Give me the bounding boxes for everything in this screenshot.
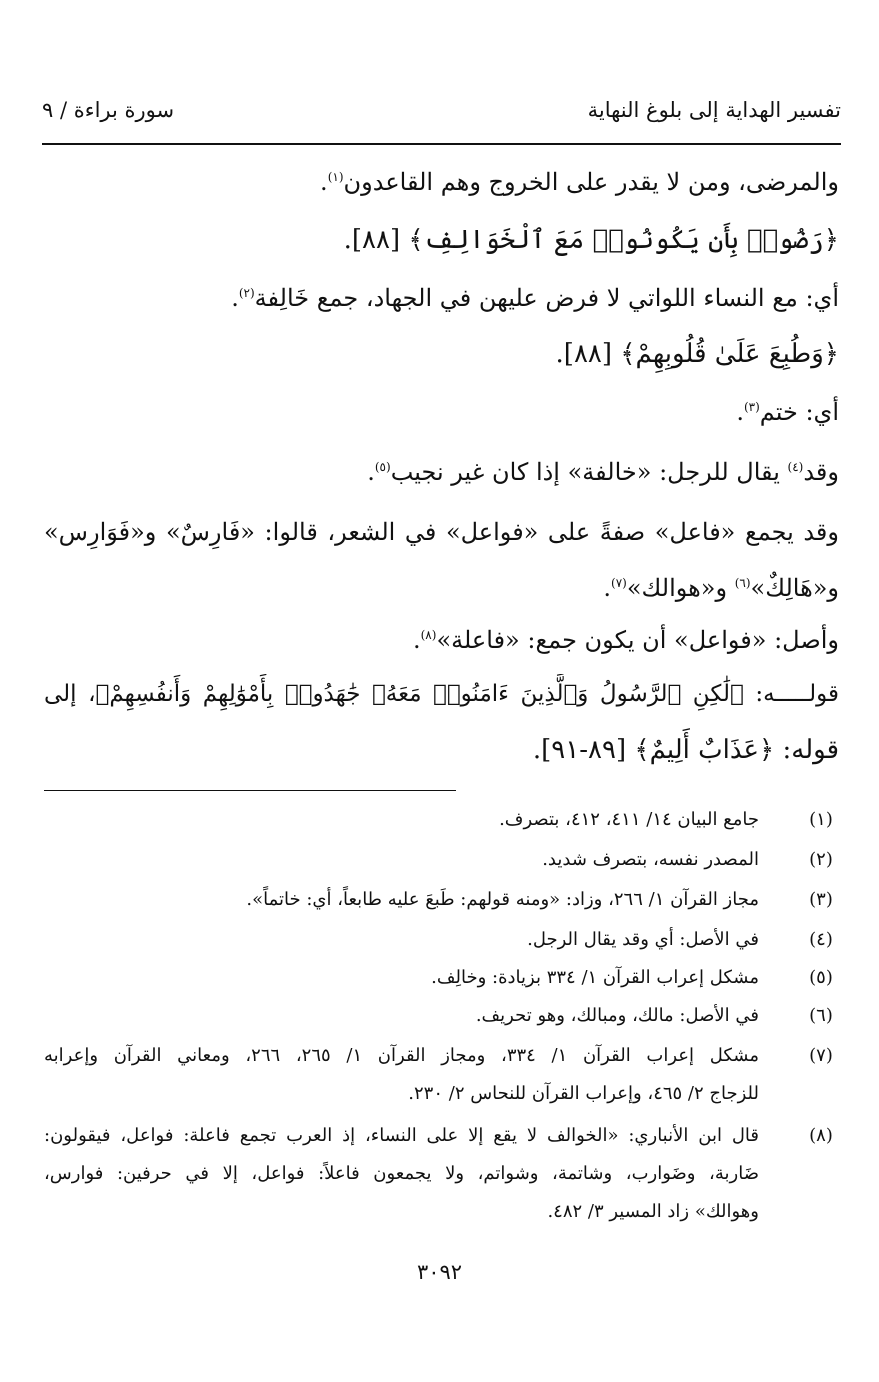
text-line [44, 162, 839, 202]
footnote-text: وهوالك» زاد المسير ٣/ ٤٨٢. [547, 1201, 759, 1222]
text-segment: . [736, 398, 744, 426]
footnote-text: ضَاربة، وضَوارب، وشاتمة، وشواتم، ولا يجمعون فاعلاً: فواعل، إلا في حرفين: فوارس، [44, 1163, 759, 1184]
text-segment: أي: ختم [759, 398, 839, 426]
footnote-ref: (٤) [787, 460, 804, 474]
text-segment: والمرضى، ومن لا يقدر على الخروج وهم القاعدون [343, 168, 839, 196]
book-title: تفسير الهداية إلى بلوغ النهاية [587, 98, 841, 122]
text-segment: أي: مع النساء اللواتي لا فرض عليهن في الجهاد، جمع خَالِفة [254, 284, 839, 312]
text-segment: . [367, 458, 375, 486]
footnote-ref: (٨) [420, 628, 437, 642]
footnote-text: جامع البيان ١٤/ ٤١١، ٤١٢، بتصرف. [499, 809, 759, 830]
footnote-ref: (٣) [743, 400, 760, 414]
footnote-number: (٣) [809, 889, 833, 910]
text-line [44, 620, 839, 660]
text-line: وقد يجمع «فاعل» صفةً على «فواعل» في الشعر، قالوا: «فَارِسٌ» و«فَوَارِس» [44, 518, 839, 546]
footnote-text: للزجاج ٢/ ٤٦٥، وإعراب القرآن للنحاس ٢/ ٢٣٠. [408, 1083, 759, 1104]
footnote-ref: (٧) [611, 576, 627, 590]
footnote-text: في الأصل: أي وقد يقال الرجل. [527, 929, 759, 950]
footnote-text: المصدر نفسه، بتصرف شديد. [542, 849, 759, 870]
footnote-ref: (١) [327, 170, 344, 184]
footnote-number: (٨) [809, 1125, 833, 1146]
page-number: ٣٠٩٢ [416, 1260, 463, 1284]
footnote-ref: (٦) [734, 576, 751, 590]
footnote-text: قال ابن الأنباري: «الخوالف لا يقع إلا على النساء، إذ العرب تجمع فاعلة: فواعل، فيقولون: [44, 1125, 759, 1146]
footnote-number: (٥) [809, 967, 833, 988]
footnote-text: مشكل إعراب القرآن ١/ ٣٣٤ بزيادة: وخالِف. [431, 967, 759, 988]
text-segment: وأصل: «فواعل» أن يكون جمع: «فاعلة» [436, 626, 839, 654]
text-segment: و«هَالِكٌ» [750, 574, 839, 602]
text-segment: . [412, 626, 421, 654]
running-header [42, 94, 841, 134]
footnote-ref: (٥) [374, 460, 391, 474]
text-segment: . [320, 168, 328, 196]
footnote-divider [44, 790, 456, 791]
quran-verse: قوله: ﴿عَذَابٌ أَلِيمٌ﴾ [٨٩-٩١]. [532, 735, 839, 765]
text-segment: يقال للرجل: «خالفة» إذا كان غير نجيب [390, 458, 788, 486]
text-segment: وقد [803, 458, 839, 486]
quran-verse: ﴿وَطُبِعَ عَلَىٰ قُلُوبِهِمْ﴾ [٨٨]. [555, 339, 839, 369]
footnote-text: مشكل إعراب القرآن ١/ ٣٣٤، ومجاز القرآن ١/ ٢٦٥، ٢٦٦، ومعاني القرآن وإعرابه [44, 1045, 759, 1066]
text-segment: . [603, 574, 612, 602]
text-segment: و«هوالك» [626, 574, 735, 602]
text-segment: . [231, 284, 239, 312]
footnote-number: (٤) [809, 929, 833, 950]
footnote-number: (٧) [809, 1045, 833, 1066]
text-line [44, 278, 839, 318]
footnote-number: (٢) [809, 849, 833, 870]
quran-verse: قولـــــه: ﴿لَٰكِنِ ٱلرَّسُولُ وَٱلَّذِينَ ءَامَنُوا۟ مَعَهُۥ جَٰهَدُوا۟ بِأَمْوَٰلِهِمْ وَأَنفُسِهِمْ﴾، إلى [44, 681, 839, 707]
footnote-text: في الأصل: مالك، ومبالك، وهو تحريف. [475, 1005, 759, 1026]
header-divider [42, 143, 841, 145]
text-line [44, 392, 839, 432]
text-line [44, 452, 839, 492]
quran-verse: ﴿رَضُوا۟ بِأَن يَكُونُوا۟ مَعَ ٱلْخَوَالِفِ﴾ [٨٨]. [343, 225, 839, 255]
footnote-number: (٦) [809, 1005, 833, 1026]
footnote-number: (١) [809, 809, 833, 830]
footnote-ref: (٢) [238, 286, 255, 300]
text-line [44, 568, 839, 608]
footnote-text: مجاز القرآن ١/ ٢٦٦، وزاد: «ومنه قولهم: طَبعَ عليه طابعاً، أي: خاتماً». [246, 889, 759, 910]
surah-label: سورة براءة / ٩ [42, 98, 175, 122]
